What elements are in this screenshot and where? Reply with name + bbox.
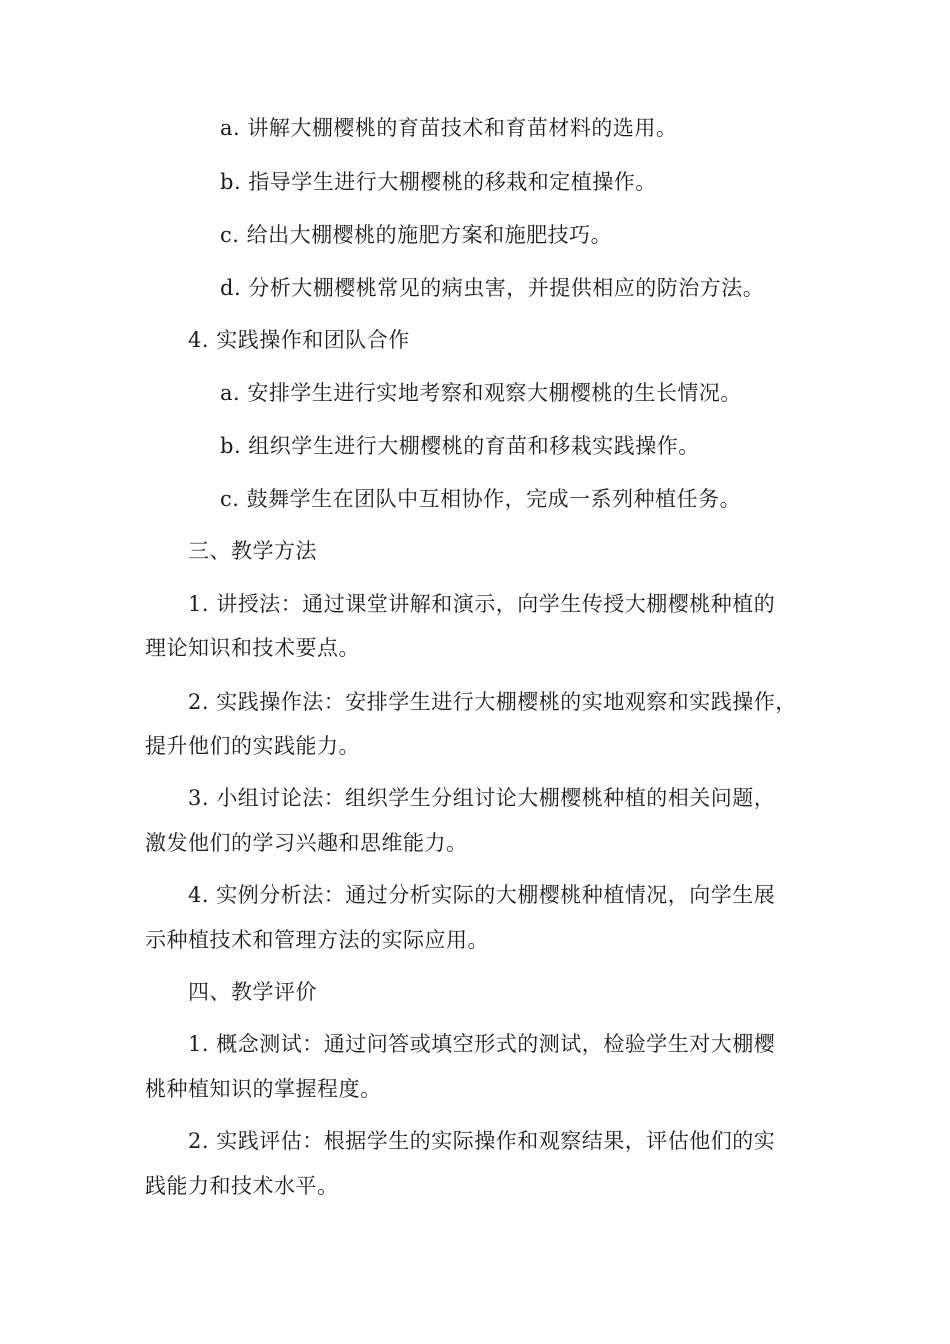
- evaluation-2-line-1: 2. 实践评估：根据学生的实际操作和观察结果，评估他们的实: [188, 1129, 776, 1153]
- method-2-line-1: 2. 实践操作法：安排学生进行大棚樱桃的实地观察和实践操作，: [188, 690, 797, 714]
- evaluation-1-line-1: 1. 概念测试：通过问答或填空形式的测试，检验学生对大棚樱: [188, 1032, 776, 1056]
- list-item-a-seedling: a. 讲解大棚樱桃的育苗技术和育苗材料的选用。: [220, 116, 678, 140]
- list-item-c-teamwork: c. 鼓舞学生在团队中互相协作，完成一系列种植任务。: [220, 487, 742, 511]
- section-heading-methods: 三、教学方法: [188, 539, 317, 563]
- method-3-line-2: 激发他们的学习兴趣和思维能力。: [145, 831, 468, 855]
- method-4-line-2: 示种植技术和管理方法的实际应用。: [145, 928, 489, 952]
- evaluation-2-line-2: 践能力和技术水平。: [145, 1174, 339, 1198]
- list-item-b-transplant: b. 指导学生进行大棚樱桃的移栽和定植操作。: [220, 170, 657, 194]
- method-4-line-1: 4. 实例分析法：通过分析实际的大棚樱桃种植情况，向学生展: [188, 883, 776, 907]
- evaluation-1-line-2: 桃种植知识的掌握程度。: [145, 1077, 382, 1101]
- method-3-line-1: 3. 小组讨论法：组织学生分组讨论大棚樱桃种植的相关问题，: [188, 786, 776, 810]
- section-item-4-practice: 4. 实践操作和团队合作: [188, 328, 410, 352]
- method-1-line-1: 1. 讲授法：通过课堂讲解和演示，向学生传授大棚樱桃种植的: [188, 592, 776, 616]
- section-heading-evaluation: 四、教学评价: [188, 980, 317, 1004]
- method-1-line-2: 理论知识和技术要点。: [145, 636, 360, 660]
- list-item-d-pests: d. 分析大棚樱桃常见的病虫害，并提供相应的防治方法。: [220, 276, 765, 300]
- list-item-c-fertilize: c. 给出大棚樱桃的施肥方案和施肥技巧。: [220, 223, 613, 247]
- method-2-line-2: 提升他们的实践能力。: [145, 734, 360, 758]
- list-item-a-fieldwork: a. 安排学生进行实地考察和观察大棚樱桃的生长情况。: [220, 381, 742, 405]
- list-item-b-practice: b. 组织学生进行大棚樱桃的育苗和移栽实践操作。: [220, 434, 700, 458]
